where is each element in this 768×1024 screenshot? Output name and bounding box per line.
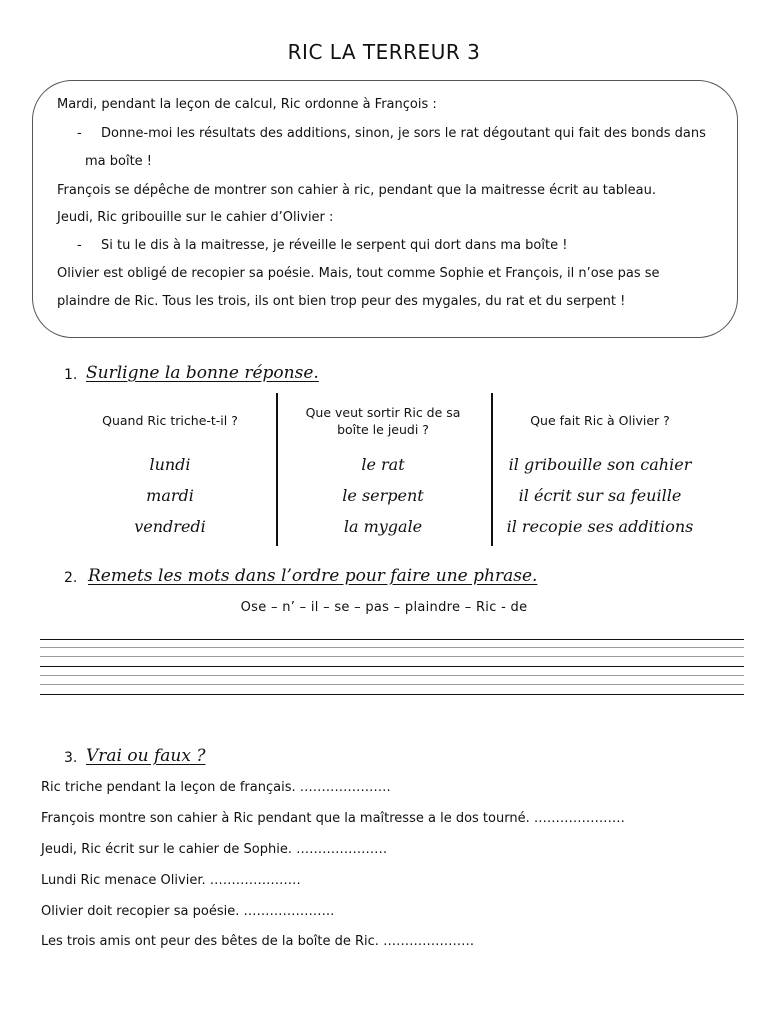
true-false-statement[interactable]: Jeudi, Ric écrit sur le cahier de Sophie. ………………… <box>41 842 388 857</box>
true-false-statement[interactable]: Les trois amis ont peur des bêtes de la boîte de Ric. ………………… <box>41 934 475 949</box>
answer-option[interactable]: la mygale <box>343 517 423 536</box>
answer-option[interactable]: le serpent <box>342 486 424 505</box>
section-number: 3. <box>64 750 78 766</box>
true-false-statement[interactable]: Olivier doit recopier sa poésie. ………………… <box>41 904 335 919</box>
true-false-statement[interactable]: Ric triche pendant la leçon de français. ………………… <box>41 780 391 795</box>
section-heading: Remets les mots dans l’ordre pour faire une phrase. <box>88 566 538 586</box>
dialogue-dash: - <box>77 126 82 141</box>
writing-guide-line <box>40 647 744 648</box>
writing-line[interactable] <box>40 666 744 667</box>
dialogue-dash: - <box>77 238 82 253</box>
scrambled-words: Ose – n’ – il – se – pas – plaindre – Ric - de <box>240 600 528 615</box>
page-title: RIC LA TERREUR 3 <box>287 40 481 64</box>
true-false-statement[interactable]: François montre son cahier à Ric pendant que la maîtresse a le dos tourné. ………………… <box>41 811 625 826</box>
true-false-statement[interactable]: Lundi Ric menace Olivier. ………………… <box>41 873 301 888</box>
section-number: 2. <box>64 570 78 586</box>
story-line: François se dépêche de montrer son cahier à ric, pendant que la maitresse écrit au tableau. <box>57 183 657 198</box>
column-divider <box>491 393 493 546</box>
writing-line[interactable] <box>40 694 744 695</box>
story-line: Si tu le dis à la maitresse, je réveille le serpent qui dort dans ma boîte ! <box>101 238 568 253</box>
story-line: Olivier est obligé de recopier sa poésie. Mais, tout comme Sophie et François, il n’ose pas se <box>57 266 660 281</box>
section-heading: Vrai ou faux ? <box>86 746 206 766</box>
answer-option[interactable]: il écrit sur sa feuille <box>518 486 682 505</box>
question-header: Que veut sortir Ric de sa boîte le jeudi ? <box>305 405 461 437</box>
answer-option[interactable]: mardi <box>146 486 194 505</box>
writing-guide-line <box>40 675 744 676</box>
story-line: Donne-moi les résultats des additions, sinon, je sors le rat dégoutant qui fait des bonds dans <box>101 126 706 141</box>
section-number: 1. <box>64 367 78 383</box>
story-line: plaindre de Ric. Tous les trois, ils ont bien trop peur des mygales, du rat et du serpent ! <box>57 294 626 309</box>
section-heading: Surligne la bonne réponse. <box>86 363 319 383</box>
story-line: ma boîte ! <box>85 154 153 169</box>
answer-option[interactable]: le rat <box>361 455 405 474</box>
answer-option[interactable]: lundi <box>149 455 191 474</box>
answer-option[interactable]: il gribouille son cahier <box>508 455 692 474</box>
story-line: Mardi, pendant la leçon de calcul, Ric ordonne à François : <box>57 97 437 112</box>
answer-option[interactable]: vendredi <box>134 517 206 536</box>
question-header: Que fait Ric à Olivier ? <box>530 413 670 428</box>
answer-option[interactable]: il recopie ses additions <box>506 517 694 536</box>
question-header: Quand Ric triche-t-il ? <box>102 413 238 428</box>
story-line: Jeudi, Ric gribouille sur le cahier d’Olivier : <box>57 210 334 225</box>
column-divider <box>276 393 278 546</box>
writing-line[interactable] <box>40 639 744 640</box>
writing-guide-line <box>40 684 744 685</box>
story-box <box>32 80 738 338</box>
writing-guide-line <box>40 656 744 657</box>
